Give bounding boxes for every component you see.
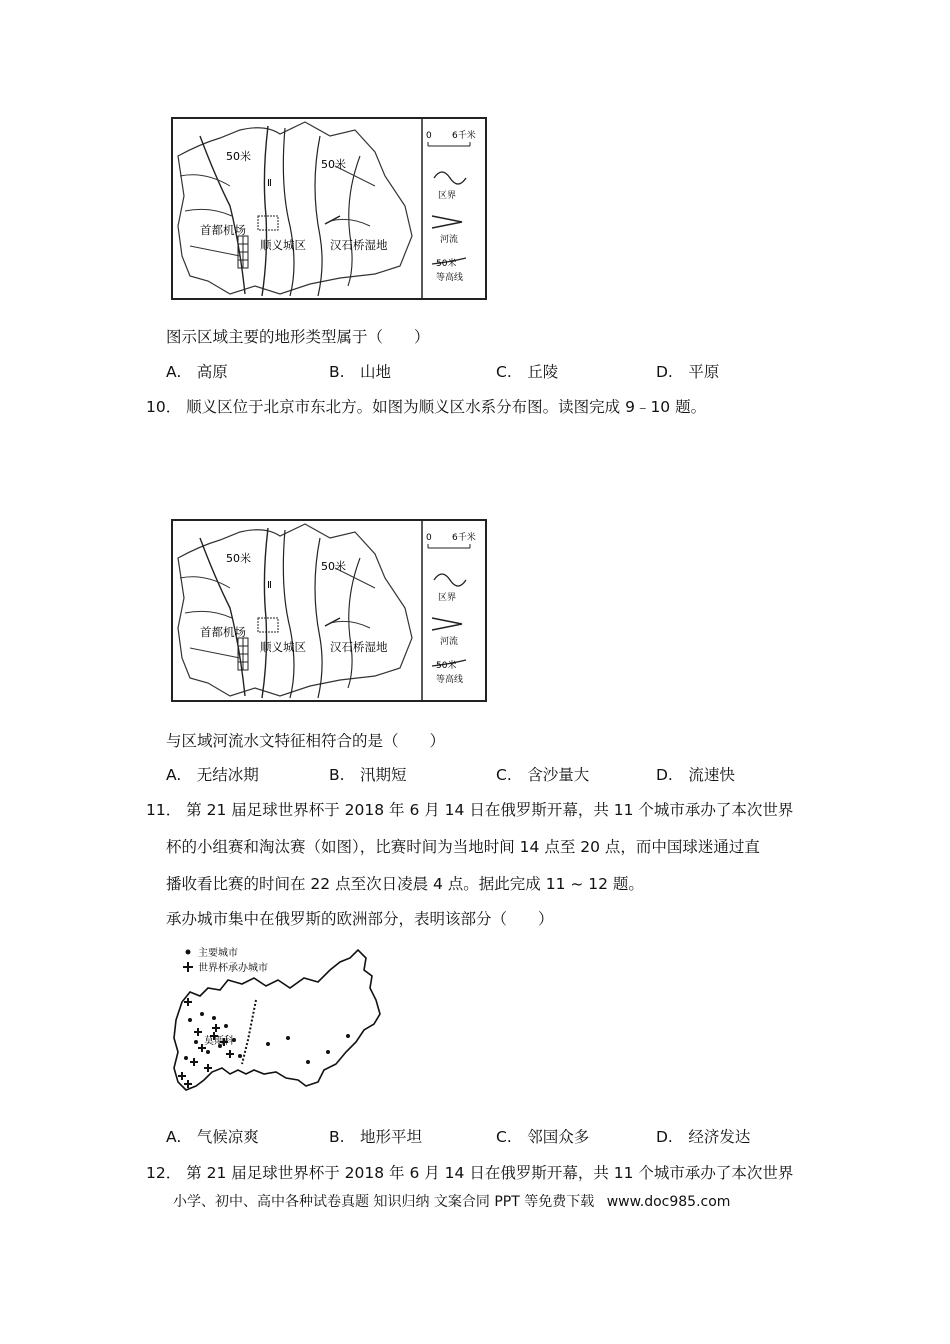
q9-option-c[interactable]: C. 丘陵 <box>496 363 559 381</box>
host-city-legend-label: 世界杯承办城市 <box>198 963 268 974</box>
q10-stem: 与区域河流水文特征相符合的是（ ） <box>166 732 446 750</box>
contour-legend-value: 50米 <box>436 259 457 269</box>
q10-option-a[interactable]: A. 无结冰期 <box>166 766 259 784</box>
q11-line-1: 11． 第 21 届足球世界杯于 2018 年 6 月 14 日在俄罗斯开幕，共 11 个城市承办了本次世界 <box>146 801 794 819</box>
contour-label-a: 50米 <box>226 552 251 565</box>
russia-map <box>168 940 384 1100</box>
contour-label-b: 50米 <box>321 158 346 171</box>
q9-option-a[interactable]: A. 高原 <box>166 363 228 381</box>
footer-url[interactable]: www.doc985.com <box>606 1194 731 1210</box>
footer <box>173 1191 730 1211</box>
airport-label: 首都机场 <box>200 223 246 237</box>
q11-option-d[interactable]: D. 经济发达 <box>656 1128 751 1146</box>
small-mark-label: Ⅱ <box>267 580 272 591</box>
contour-label-a: 50米 <box>226 150 251 163</box>
q10-intro: 10． 顺义区位于北京市东北方。如图为顺义区水系分布图。读图完成 9﹣10 题。 <box>146 398 707 416</box>
wetland-label: 汉石桥湿地 <box>330 640 388 654</box>
shunyi-water-map-1 <box>170 116 488 301</box>
scale-zero: 0 <box>426 131 432 141</box>
q11-option-c[interactable]: C. 邻国众多 <box>496 1128 590 1146</box>
wetland-label: 汉石桥湿地 <box>330 238 388 252</box>
q9-stem: 图示区域主要的地形类型属于（ ） <box>166 328 430 346</box>
q12-line-1: 12． 第 21 届足球世界杯于 2018 年 6 月 14 日在俄罗斯开幕，共 11 个城市承办了本次世界 <box>146 1164 794 1182</box>
q10-option-c[interactable]: C. 含沙量大 <box>496 766 590 784</box>
river-legend-label: 河流 <box>440 637 459 647</box>
q11-option-b[interactable]: B. 地形平坦 <box>329 1128 423 1146</box>
scale-text: 6千米 <box>452 131 476 141</box>
contour-legend-label: 等高线 <box>436 273 464 283</box>
contour-legend-label: 等高线 <box>436 675 464 685</box>
footer-text: 小学、初中、高中各种试卷真题 知识归纳 文案合同 PPT 等免费下载 <box>173 1194 595 1210</box>
contour-legend-value: 50米 <box>436 661 457 671</box>
river-legend-label: 河流 <box>440 235 459 245</box>
scale-text: 6千米 <box>452 533 476 543</box>
boundary-legend-label: 区界 <box>438 191 457 201</box>
q10-option-b[interactable]: B. 汛期短 <box>329 766 407 784</box>
host-city-legend-icon <box>183 962 193 972</box>
q9-option-d[interactable]: D. 平原 <box>656 363 720 381</box>
shunyi-water-map-2 <box>170 518 488 703</box>
q10-option-d[interactable]: D. 流速快 <box>656 766 735 784</box>
moscow-label: 莫斯科 <box>204 1036 234 1047</box>
main-city-legend-icon <box>186 950 191 955</box>
q11-stem: 承办城市集中在俄罗斯的欧洲部分，表明该部分（ ） <box>166 910 554 928</box>
contour-label-b: 50米 <box>321 560 346 573</box>
boundary-legend-label: 区界 <box>438 593 457 603</box>
small-mark-label: Ⅱ <box>267 178 272 189</box>
scale-zero: 0 <box>426 533 432 543</box>
main-city-legend-label: 主要城市 <box>198 948 238 959</box>
district-label: 顺义城区 <box>260 238 306 252</box>
q9-option-b[interactable]: B. 山地 <box>329 363 392 381</box>
district-label: 顺义城区 <box>260 640 306 654</box>
q11-option-a[interactable]: A. 气候凉爽 <box>166 1128 259 1146</box>
q11-line-3: 播收看比赛的时间在 22 点至次日凌晨 4 点。据此完成 11 ~ 12 题。 <box>166 875 644 893</box>
airport-label: 首都机场 <box>200 625 246 639</box>
q11-line-2: 杯的小组赛和淘汰赛（如图），比赛时间为当地时间 14 点至 20 点，而中国球迷通过直 <box>166 838 760 856</box>
